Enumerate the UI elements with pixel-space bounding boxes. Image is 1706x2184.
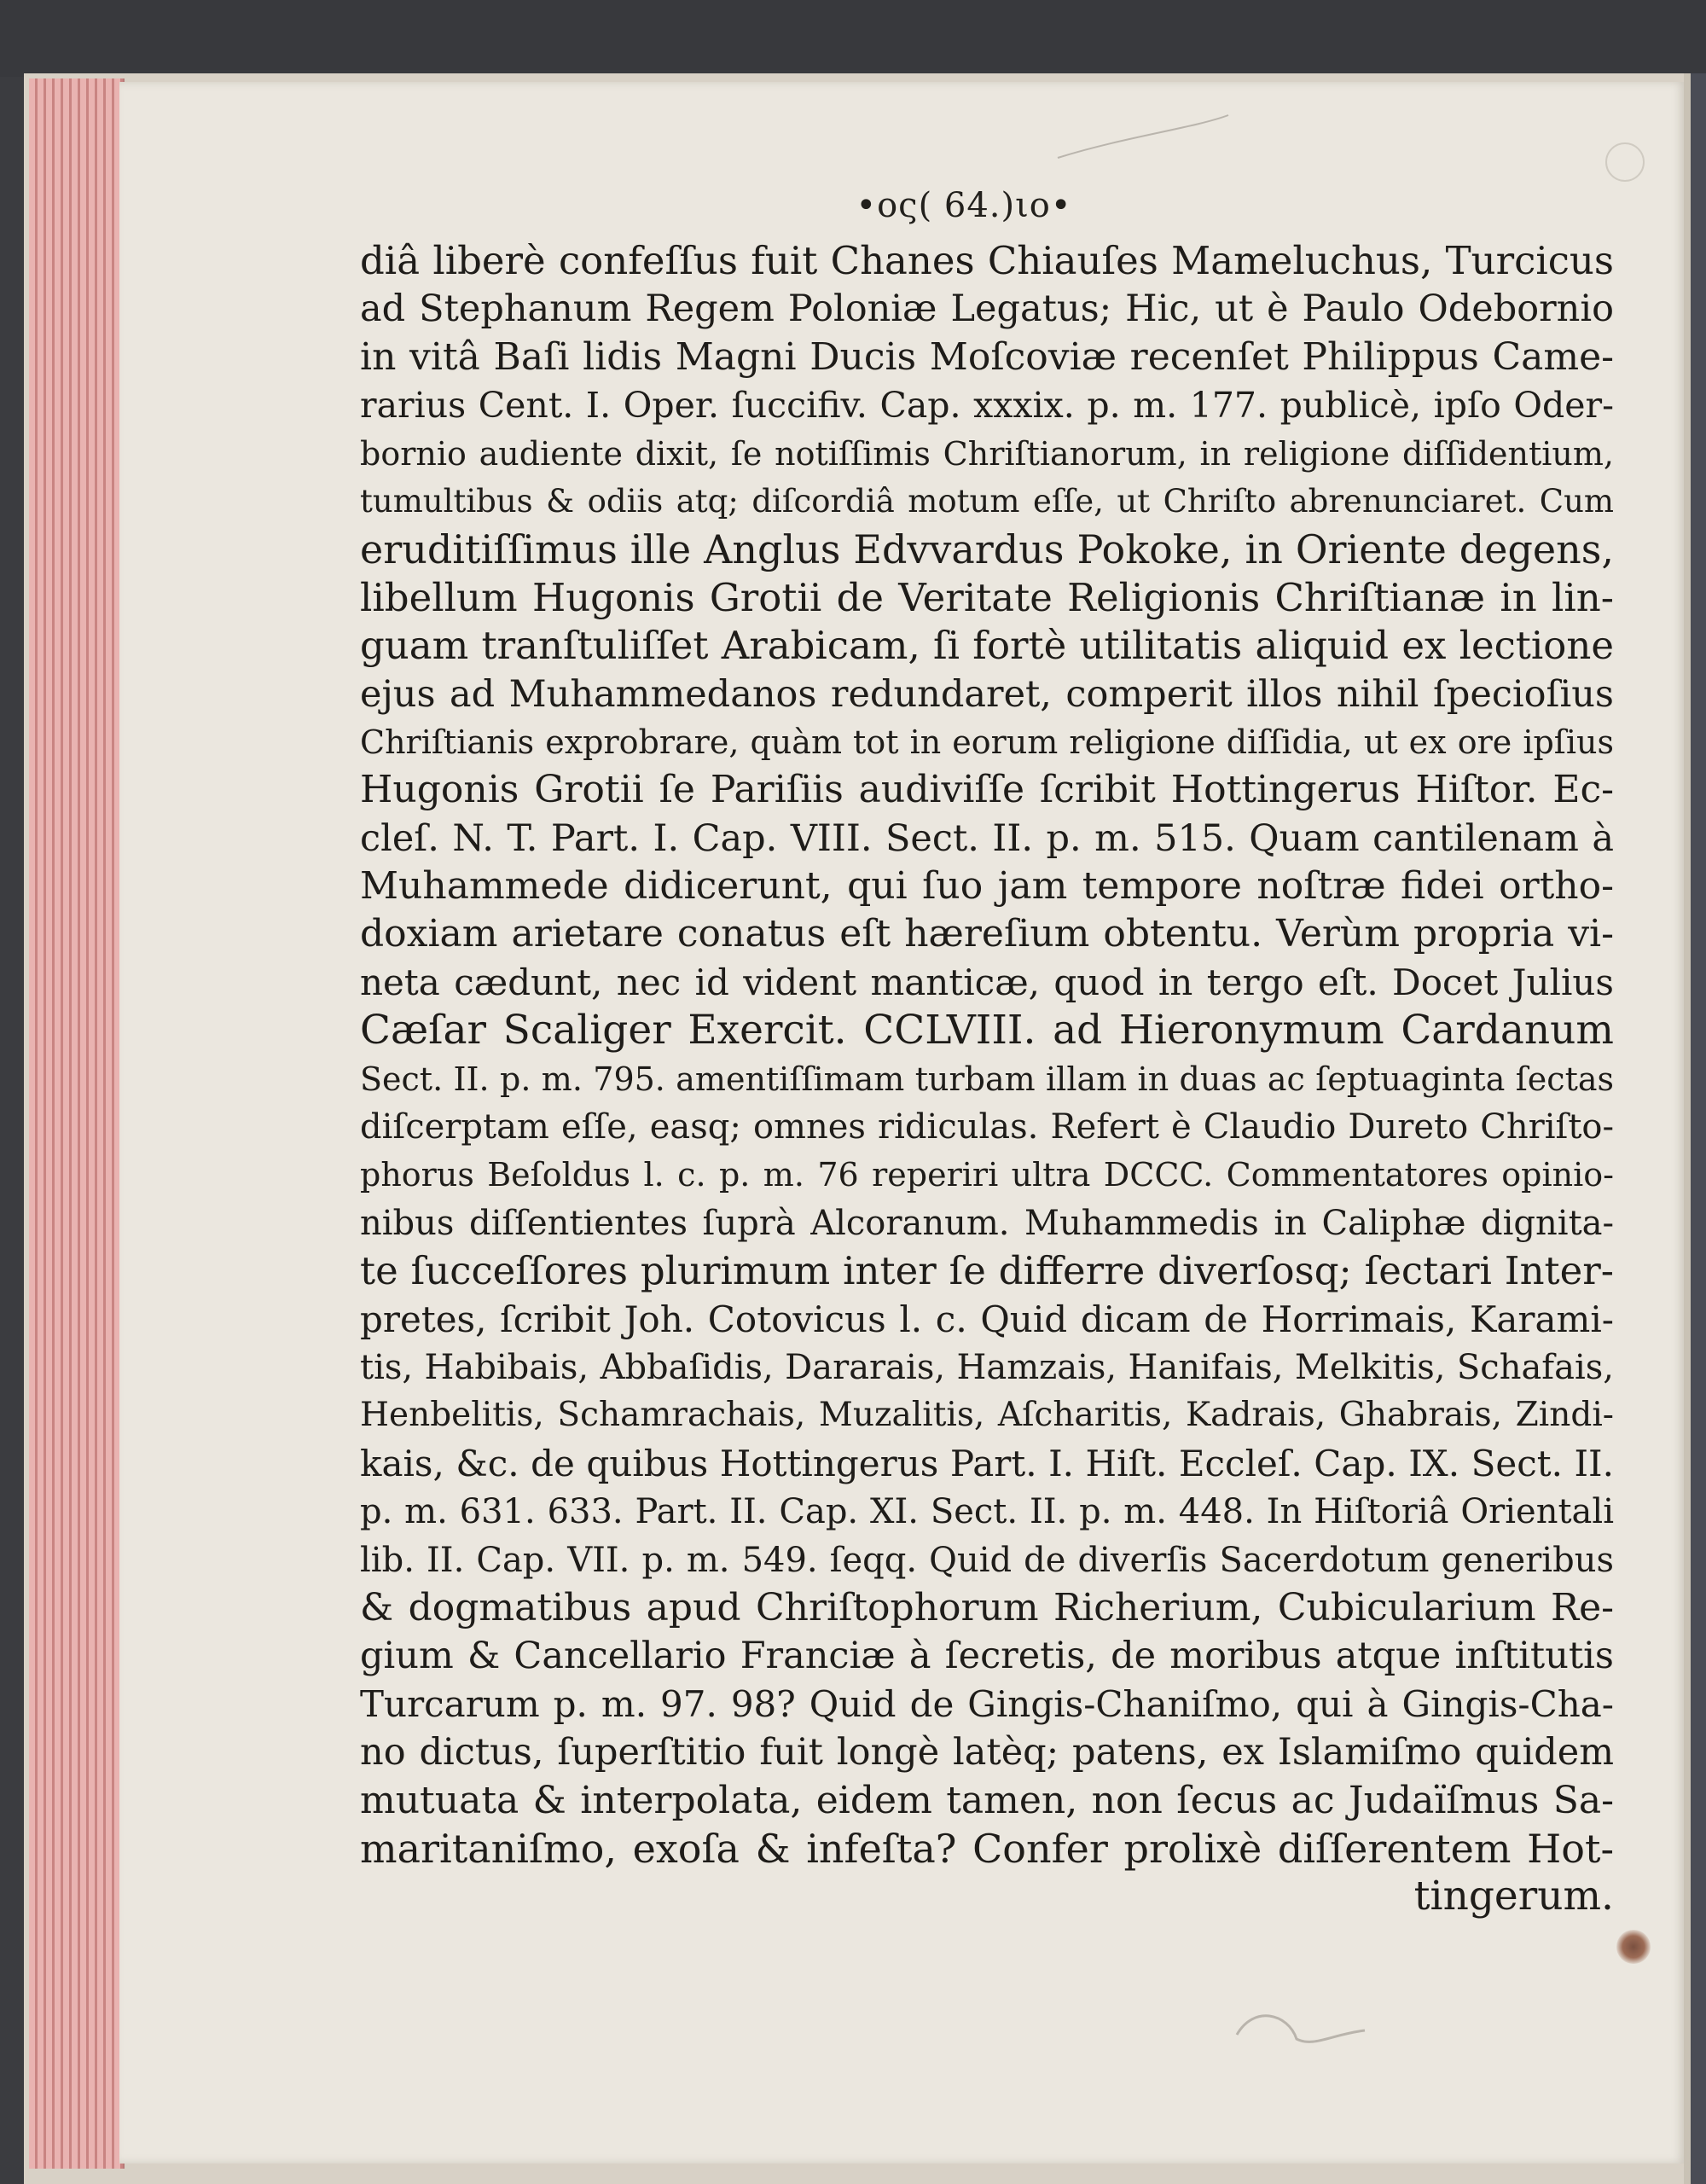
text-line: p. m. 631. 633. Part. II. Cap. XI. Sect. II. p. m. 448. In Hiſtoriâ Orientali <box>360 1492 1614 1532</box>
text-line: in vitâ Baſi lidis Magni Ducis Moſcoviæ recenſet Philippus Came- <box>360 334 1614 379</box>
text-line: diâ liberè confeſſus fuit Chanes Chiauſes Mameluchus, Turcicus <box>360 238 1614 283</box>
text-line: rarius Cent. I. Oper. ſuccifiv. Cap. xxxix. p. m. 177. publicè, ipſo Oder- <box>360 385 1614 427</box>
text-line: Cæſar Scaliger Exercit. CCLVIII. ad Hieronymum Cardanum <box>360 1007 1614 1054</box>
text-line: Turcarum p. m. 97. 98? Quid de Gingis-Chaniſmo, qui à Gingis-Cha- <box>360 1682 1614 1725</box>
text-line: Hugonis Grotii ſe Pariſiis audiviſſe ſcribit Hottingerus Hiſtor. Ec- <box>360 768 1614 812</box>
text-line: cleſ. N. T. Part. I. Cap. VIII. Sect. II. p. m. 515. Quam cantilenam à <box>360 816 1614 860</box>
text-line: lib. II. Cap. VII. p. m. 549. ſeqq. Quid de diverſis Sacerdotum generibus <box>360 1540 1614 1580</box>
text-line: nibus diſſentientes ſuprà Alcoranum. Muhammedis in Caliphæ dignita- <box>360 1203 1614 1243</box>
page-number: •oς( 64.)ιo• <box>856 186 1072 225</box>
text-line: Muhammede didicerunt, qui ſuo jam tempore noſtræ fidei ortho- <box>360 864 1614 909</box>
body-text <box>360 237 1614 1921</box>
text-line: pretes, ſcribit Joh. Cotovicus l. c. Quid dicam de Horrimais, Karami- <box>360 1298 1614 1340</box>
text-line: Chriſtianis exprobrare, quàm tot in eorum religione diſſidia, ut ex ore ipſius <box>360 723 1614 761</box>
text-line: no dictus, ſuperſtitio fuit longè latèq; patens, ex Islamiſmo quidem <box>360 1731 1614 1774</box>
text-line: kais, &c. de quibus Hottingerus Part. I. Hiſt. Eccleſ. Cap. IX. Sect. II. <box>360 1442 1614 1484</box>
text-line: diſcerptam eſſe, easq; omnes ridiculas. Refert è Claudio Dureto Chriſto- <box>360 1107 1614 1147</box>
text-line: Sect. II. p. m. 795. amentiſſimam turbam illam in duas ac ſeptuaginta ſectas <box>360 1060 1614 1098</box>
text-line: bornio audiente dixit, ſe notiſſimis Chriſtianorum, in religione diſſidentium, <box>360 434 1614 473</box>
text-line: ejus ad Muhammedanos redundaret, comperit illos nihil ſpecioſius <box>360 672 1614 716</box>
text-line: eruditiſſimus ille Anglus Edvvardus Pokoke, in Oriente degens, <box>360 526 1614 573</box>
text-line: tumultibus & odiis atq; diſcordiâ motum eſſe, ut Chriſto abrenunciaret. Cum <box>360 482 1614 520</box>
text-line: libellum Hugonis Grotii de Veritate Religionis Chriſtianæ in lin- <box>360 574 1614 620</box>
text-line: tis, Habibais, Abbaſidis, Dararais, Hamzais, Hanifais, Melkitis, Schafais, <box>360 1347 1614 1387</box>
text-line: te ſucceſſores plurimum inter ſe differre diverſosq; ſectari Inter- <box>360 1248 1614 1294</box>
text-line: ad Stephanum Regem Poloniæ Legatus; Hic, ut è Paulo Odebornio <box>360 288 1614 331</box>
text-line: guam tranſtuliſſet Arabicam, ſi fortè utilitatis aliquid ex lectione <box>360 623 1614 669</box>
ink-stain <box>1616 1930 1651 1964</box>
text-line: Henbelitis, Schamrachais, Muzalitis, Aſcharitis, Kadrais, Ghabrais, Zindi- <box>360 1396 1614 1435</box>
text-line: gium & Cancellario Franciæ à ſecretis, de moribus atque inſtitutis <box>360 1635 1614 1678</box>
text-line: neta cædunt, nec id vident manticæ, quod in tergo eſt. Docet Julius <box>360 961 1614 1003</box>
text-line: maritaniſmo, exoſa & infeſta? Confer prolixè diſſerentem Hot- <box>360 1825 1614 1872</box>
text-line: phorus Beſoldus l. c. p. m. 76 reperiri ultra DCCC. Commentatores opinio- <box>360 1156 1614 1194</box>
text-line: & dogmatibus apud Chriſtophorum Richerium, Cubicularium Re- <box>360 1585 1614 1629</box>
text-line: doxiam arietare conatus eſt hæreſium obtentu. Verùm propria vi- <box>360 912 1614 956</box>
text-line-catchword: tingerum. <box>1413 1873 1614 1920</box>
text-line: mutuata & interpolata, eidem tamen, non ſecus ac Judaïſmus Sa- <box>360 1778 1614 1822</box>
